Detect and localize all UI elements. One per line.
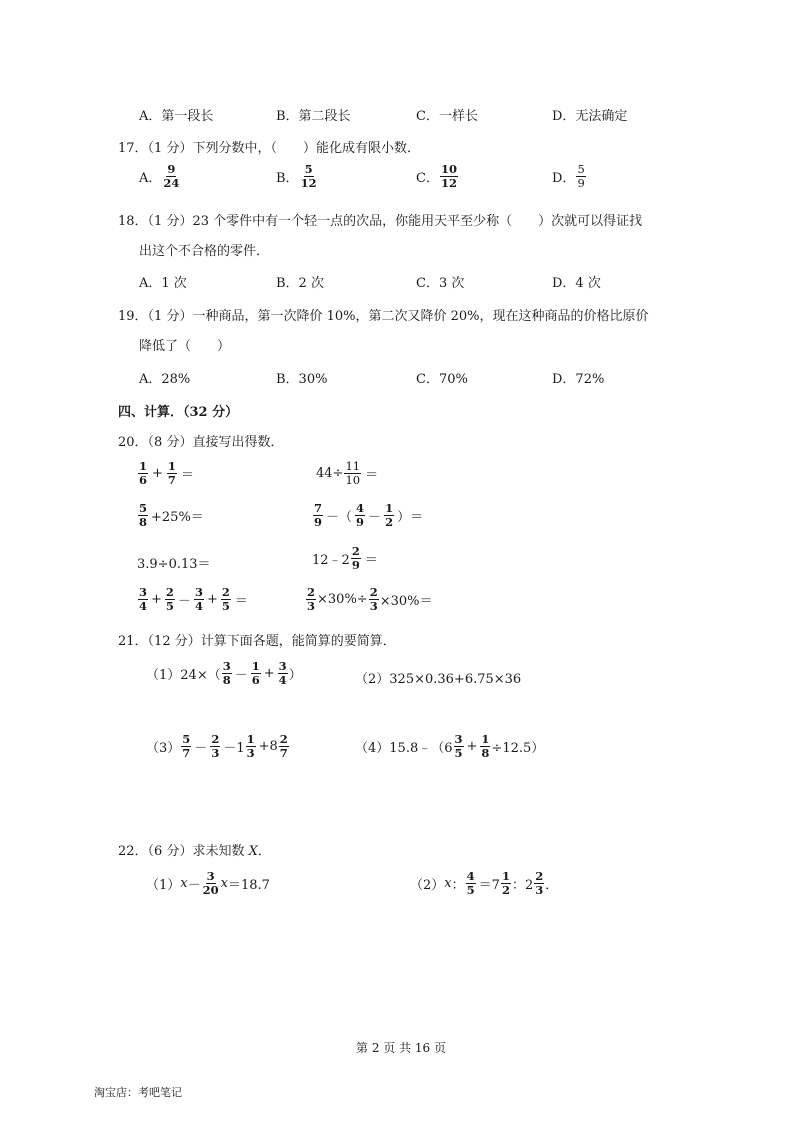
fraction: $\frac{2}{5}$ xyxy=(221,585,230,613)
q17-option-a: A． $\frac{9}{24}$ xyxy=(139,162,180,190)
shop-watermark: 淘宝店：考吧笔记 xyxy=(94,1086,182,1099)
q16-option-c: C．一样长 xyxy=(416,109,478,124)
q17-stem: 17．（1 分）下列分数中，（ ）能化成有限小数． xyxy=(118,141,420,156)
q20-stem: 20．（8 分）直接写出得数． xyxy=(118,435,284,450)
fraction: $\frac{5}{8}$ xyxy=(139,501,148,529)
q16-option-d: D．无法确定 xyxy=(552,109,628,124)
section-title: 四、计算．（32 分） xyxy=(118,405,239,420)
fraction: $\frac{1}{8}$ xyxy=(481,732,490,760)
fraction: $\frac{1}{6}$ xyxy=(139,459,148,487)
fraction: $\frac{2}{9}$ xyxy=(351,544,360,572)
fraction: $\frac{11}{10}$ xyxy=(345,459,361,487)
q18-option-a: A．1 次 xyxy=(139,276,187,291)
fraction: $\frac{1}{7}$ xyxy=(167,459,176,487)
fraction: $\frac{7}{9}$ xyxy=(314,501,323,529)
fraction: $\frac{3}{4}$ xyxy=(194,585,203,613)
q16-option-a: A．第一段长 xyxy=(139,109,214,124)
fraction: $\frac{3}{5}$ xyxy=(454,732,463,760)
q19-option-a: A．28% xyxy=(139,372,191,387)
fraction: $\frac{3}{8}$ xyxy=(222,659,231,687)
q20-expr-7: $\frac{3}{4}$ + $\frac{2}{5}$ － $\frac{3}{4}$ + $\frac{2}{5}$ ＝ xyxy=(139,585,248,613)
q19-stem-line2: 降低了（ ） xyxy=(139,339,231,354)
q17-option-c: C． $\frac{10}{12}$ xyxy=(416,162,457,190)
fraction: $\frac{5}{12}$ xyxy=(300,162,317,190)
q21-part-4: （4）15.8﹣（6 $\frac{3}{5}$ + $\frac{1}{8}$ ÷12.5） xyxy=(355,732,545,760)
q17-option-d: D． $\frac{5}{9}$ xyxy=(552,162,585,190)
fraction: $\frac{1}{3}$ xyxy=(246,732,255,760)
q22-part-2: （2） x ： $\frac{4}{5}$ ＝7 $\frac{1}{2}$ ：2 $\frac{2}{3}$ ． xyxy=(410,869,559,897)
fraction: $\frac{2}{3}$ xyxy=(211,732,220,760)
fraction: $\frac{1}{2}$ xyxy=(501,869,510,897)
fraction: $\frac{10}{12}$ xyxy=(440,162,457,190)
fraction: $\frac{5}{9}$ xyxy=(577,162,585,190)
fraction: $\frac{3}{20}$ xyxy=(202,869,219,897)
fraction: $\frac{2}{3}$ xyxy=(369,585,378,613)
q20-expr-5: 3.9÷0.13＝ xyxy=(137,557,211,572)
q20-expr-4: $\frac{7}{9}$ －（ $\frac{4}{9}$ － $\frac{1}{2}$ ）＝ xyxy=(314,501,424,529)
fraction: $\frac{4}{5}$ xyxy=(466,869,475,897)
q19-option-b: B．30% xyxy=(276,372,328,387)
fraction: $\frac{2}{3}$ xyxy=(307,585,316,613)
q21-part-2: （2）325×0.36+6.75×36 xyxy=(355,672,522,687)
fraction: $\frac{3}{4}$ xyxy=(278,659,287,687)
fraction: $\frac{1}{6}$ xyxy=(251,659,260,687)
fraction: $\frac{2}{7}$ xyxy=(279,732,288,760)
fraction: $\frac{2}{3}$ xyxy=(535,869,544,897)
page-number: 第 2 页 共 16 页 xyxy=(356,1041,446,1055)
q18-stem-line1: 18．（1 分）23 个零件中有一个轻一点的次品，你能用天平至少称（ ）次就可以得证找 xyxy=(118,214,643,229)
q18-option-d: D．4 次 xyxy=(552,276,601,291)
fraction: $\frac{9}{24}$ xyxy=(163,162,180,190)
q22-stem: 22．（6 分）求未知数 X． xyxy=(118,844,271,859)
q19-option-d: D．72% xyxy=(552,372,605,387)
q20-expr-8: $\frac{2}{3}$ ×30%÷ $\frac{2}{3}$ ×30%＝ xyxy=(307,585,433,613)
q21-part-1: （1）24×（ $\frac{3}{8}$ － $\frac{1}{6}$ + $\frac{3}{4}$ ） xyxy=(146,659,302,687)
q20-expr-3: $\frac{5}{8}$ +25%＝ xyxy=(139,501,204,529)
q20-expr-2: 44÷ $\frac{11}{10}$ ＝ xyxy=(316,459,379,487)
fraction: $\frac{5}{7}$ xyxy=(182,732,191,760)
q22-part-1: （1） x － $\frac{3}{20}$ x ＝18.7 xyxy=(146,869,270,897)
q21-stem: 21．（12 分）计算下面各题，能简算的要简算． xyxy=(118,634,396,649)
q20-expr-6: 12﹣2 $\frac{2}{9}$ ＝ xyxy=(312,544,378,572)
q19-stem-line1: 19．（1 分）一种商品，第一次降价 10%，第二次又降价 20%，现在这种商品的价格比原价 xyxy=(118,309,649,324)
q18-stem-line2: 出这个不合格的零件． xyxy=(139,244,270,259)
fraction: $\frac{4}{9}$ xyxy=(356,501,365,529)
q17-option-b: B． $\frac{5}{12}$ xyxy=(276,162,317,190)
q18-option-b: B．2 次 xyxy=(276,276,324,291)
q19-option-c: C．70% xyxy=(416,372,468,387)
fraction: $\frac{1}{2}$ xyxy=(385,501,394,529)
fraction: $\frac{2}{5}$ xyxy=(165,585,174,613)
q16-option-b: B．第二段长 xyxy=(276,109,351,124)
q18-option-c: C．3 次 xyxy=(416,276,465,291)
q20-expr-1: $\frac{1}{6}$ + $\frac{1}{7}$ ＝ xyxy=(139,459,194,487)
q21-part-3: （3） $\frac{5}{7}$ － $\frac{2}{3}$ －1 $\frac{1}{3}$ +8 $\frac{2}{7}$ xyxy=(146,732,288,760)
fraction: $\frac{3}{4}$ xyxy=(139,585,148,613)
